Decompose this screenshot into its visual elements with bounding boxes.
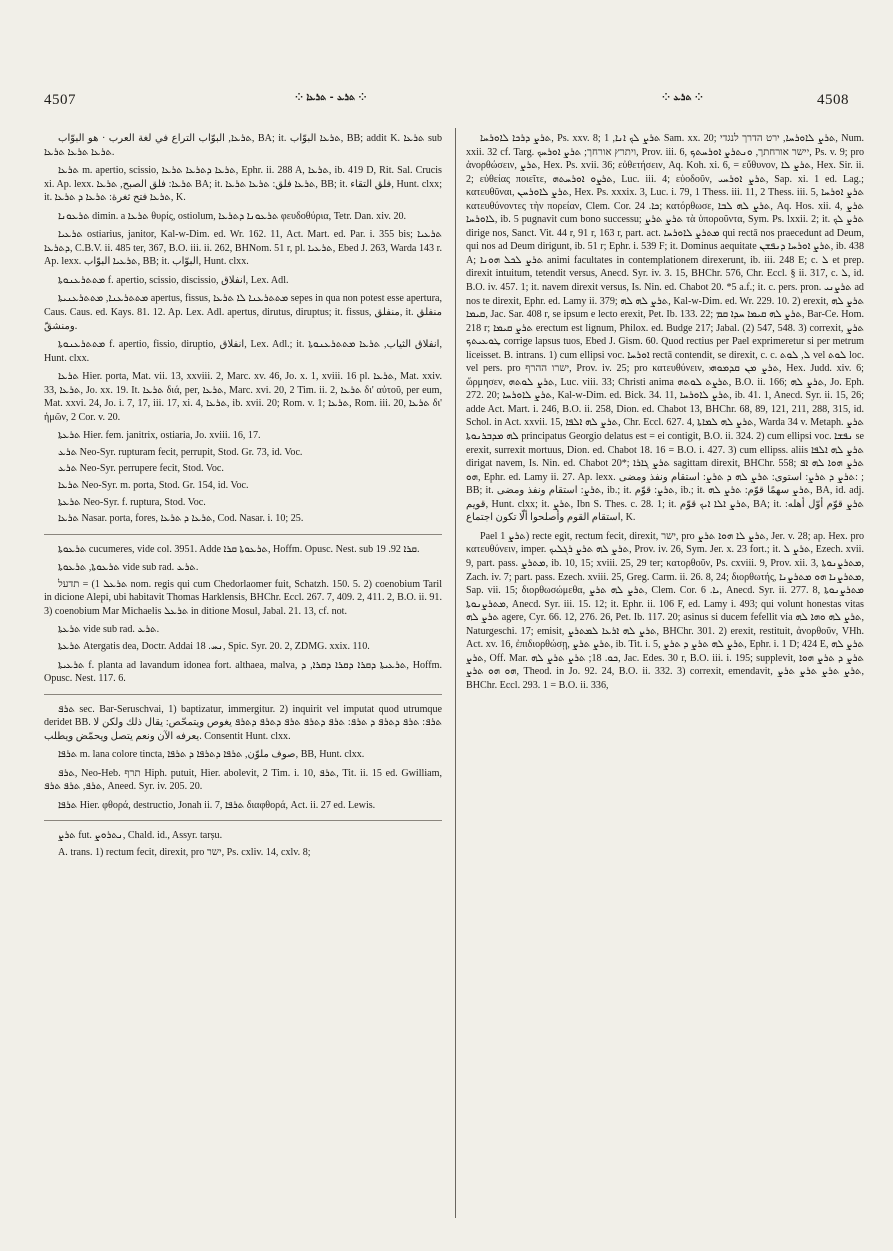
page-header <box>40 92 853 118</box>
column-right <box>466 132 864 697</box>
entry: ܬܪܦܐ Hier. φθορά, destructio, Jonah ii. 7, ܬܪܦܐ διαφθορά, Act. ii. 27 ed. Lewis. <box>58 799 376 811</box>
entry: ܡܬܬܪܥܢܐ, ܡܬܬܪܥܢܝܬܐ apertus, fissus, ܡܬܬܪܥܢܐ ܠܐ ܬܪܥܐ sepes in qua non potest esse apertura, Caus. Caus. ed. Kays. 81. 12. Ap. Lex. Adl. apertus, dirutus, diruptus; it. fissus, منفلق, it. منفلق ومنشقّ. <box>44 293 442 332</box>
entry: ܬܪܥܐ Nasar. porta, fores, ܬܪܥܐ ܕ ܬܪܥܐ, Cod. Nasar. i. 10; 25. <box>58 513 304 525</box>
entry: ܬܪܥܝܐ ostiarius, janitor, Kal-w-Dim. ed. Wr. 162. 11, Act. Mart. ed. Par. i. 355 bis; ܬܪܥܝܐ ܕܬܪܥܐ, C.B.V. ii. 485 ter, 367, B.O. iii. ii. 262, BHNom. 51 r, pl. ܬܪܥܝܐ, Ebed J. 263, Warda 143 r. Ap. lexx. ܬܪܥܝܐ البوّاب, BB; it. البوّاب, Hunt. clxx. <box>44 229 442 268</box>
entry: ܡܬܬܪܥܢܘܬܐ f. apertio, fissio, diruptio, انفلاق, Lex. Adl.; it. انفلاق الثياب, ܬܪܥܐ ܡܬܬܪܥܢܘܬܐ, Hunt. clxx. <box>44 339 442 364</box>
running-head-left: ⁘ ܬܪܥ - ܬܪܥܐ ⁘ <box>295 92 367 103</box>
section-divider <box>44 820 442 821</box>
column-left <box>44 132 442 865</box>
entry: ܬܪܥܘܢܐ dimin. a ܬܪܥܐ θυρίς, ostiolum, ܬܪܥܘܢܐ ܕܬܪܥܐ φευδοθύρια, Tetr. Dan. xiv. 20. <box>58 210 407 222</box>
entry: ܬܪܥܝܬܐ f. planta ad lavandum idonea fort. althaea, malva, ܬܪܥܝܬܐ ܕܩܪܐ ܕܩܪܐ ܕܩܪܐ, ܕ, Hoffm. Opusc. Nest. 117. 6. <box>44 659 442 685</box>
entry: ܬܪܨ fut. ܢܬܪܘܨ, Chald. id., Assyr. tarṣu. <box>58 830 223 842</box>
page-number-right: 4508 <box>817 92 849 108</box>
entry: ܬܪܨ ܕܪܟܐ ܠܐܘܪܚܐ, Ps. xxv. 8; ܬܪܨ ܠܟ ܐܢܐ, 1 Sam. xx. 20; ܬܪܨ ܠܐܘܪܚܐ, ירט הדרך לנגדי, Num. xxii. 32 cf. Targ. ויתרץ אורחך; ܬܪܨ ܐܘܪܚܟ, Prov. iii. 6, יישר אורחתך, ܘܢܬܪܨ ܐܘܪܚܬܟ, Ps. v. 9; pro ἀνορθώσειν, ܬܪܨ, Hex. Ps. xvii. 36; εὐθετήσειν, Aq. Koh. xi. 6, = εὔθυνον, ܬܪܨ ܠܐ, Hex. Sir. ii. 2; εὐθείας ποιεῖτε, ܬܪܨܘ ܐܘܪܚܬܗ, Luc. iii. 4; εὐοδοῦν, ܬܪܨ ܐܘܪܚܝ, Sap. xi. 1 ed. Lag.; κατευθῦναι, ܬܪܨ ܠܐܘܪܚܢ, Hex. Ps. xxxix. 3, Luc. i. 79, 1 Thess. iii. 11, 2 Thess. iii. 5, ܬܪܨ ܐܘܪܚܐ κατευθύνοντες τὴν πορείαν, Clem. Cor. ܟܐ. 24; κατόρθωσε, ܬܪܨ ܠܗ ܠܒܐ, Aq. Hos. xii. 4, ܬܪܨ ܠܐܘܪܚܐ, ib. 5 pugnavit cum bono successu; ܬܪܨ ܬܪܨ τὰ ὑποροῦντα, Sym. Ps. lxxii. 2; it. ܬܪܨ ܠܟ dirige nos, Sanct. Vit. 44 r, 91 r, 163 r, part. act. ܡܬܪܨ ܠܐܘܪܚܐ qui rectā nos praecedunt ad Deum, qui nos ad Deum dirigunt, ib. 51 r; Ephr. i. 539 F; it. Dominus aequitate ܬܪܨ ܐܘܪܚܐ ܕܢܦܫܢ, ib. 438 A; ܬܪܨ ܠܟܠ ܗܘܢܐ animi facultates in contemplationem direxerunt, ib. iii. 248 E; c. ܠ et prep. direxit intuitum, tetendit versus, Anecd. Syr. iv. 3. 15, BHChr. 576, Chr. Eccl. § ii. 317, c. ܠ, id. B.O. iv. 457. 1; it. navem direxit versus, Is. Nin. ed. Chabot 20. *5 a.f.; it. c. pers. pron. ܬܪܨܢܝ ad nos te direxit, Ephr. ed. Lamy ii. 379; ܬܪܨ ܠܗ ܠܗ, Kal-w-Dim. ed. Wr. 229. 10. 2) erexit, ܬܪܨ ܠܗ ܩܝܡܐ, Jac. Sar. 408 r, se ipsum e lecto erexit, Pet. Ib. 133. 22; ܬܪܨ ܠܗ ܩܝܡܐ ܚܕܐ ܩܡ, Bar-Ce. Hom. 218 r; ܬܪܨ ܩܝܡܐ erectum est lignum, Philox. ed. Budge 217; Jabal. (2) 547, 548. 3) correxit, ܬܪܨ ܛܘܥܝܬܟ corrige lapsus tuos, Ebed J. Gism. 60. Quod rectius per Pael exprimeretur si per metrum liceisset. B. intrans. 1) cum ellipsi voc. ܐܘܪܚܐ rectā contendit, se direxit, c. c. ܠ, ܠܘܬ vel ܠܘܬ loc. vel pers. pro ישרו ההרף, Prov. iv. 25; pro κατευθύνειν, ܬܪܨ ܡܢ ܩܕܡܘܗܝ, Hex. Judd. xiv. 6; ὥρμησεν, ܬܪܨ ܠܘܬܗ, Luc. viii. 33; Christi anima ܬܪܨܬ ܠܘܬܗ, B.O. ii. 166; ܬܪܨ ܠܗ, Jo. Eph. 272. 20; ܬܪܨ ܠܐܘܪܚܐ, Kal-w-Dim. ed. Bick. 34. 11, ܬܪܨ ܠܐܘܪܚܐ, ib. 41. 1, Anecd. Syr. ii. 15, 26; adde Act. Mart. i. 246, B.O. ii. 258, Dion. ed. Chabot 13, BHChr. 68, 89, 121, 211, 288, 315, id. Schol. in Act. xxvii. 15, ܬܪܨ ܠܗ ܐܠܦܐ, Chr. Eccl. 627. 4, ܬܪܨ ܠܗ ܠܡܐܬܐ, Warda 34 v. Metaph. ܬܪܨ ܠܗ ܡܕܒܪܢܘܬܐ principatus Georgio delatus est = ei contigit, B.O. ii. 324. 2) cum ellipsi voc. ܢܦܫܐ se erexit, surrexit mortuus, Dion. ed. Chabot 18. 16 = B.O. i. 427. 3) cum ellipss. aliis ܬܪܨ ܠܗ ܐܠܦܐ dirigat navem, Is. Nin. ed. Chabot 20*; ܬܪܨ ܓܐܪܐ sagittam direxit, BHChr. 558; ܬܪܨ ܗܘܐ ܠܗ ܐܦ ܗܘ, Ephr. ed. Lamy ii. 27. Ap. lexx. ܬܪܨ ܕ ܬܪܨ: استوى: ܬܪܨ ܠܗ ܕ ܬܪܨ: استقام ونفذ ومضى: ; BB; it. ܬܪܨ: استقام ونفذ ومضى, ib.; it. ܬܪܨ: قوّم, ib.; it. ܬܪܨ سهمًا قوّم: ܬܪܨ ܠܗ, BA, id. adj. قويم, Hunt. clxx; it. ܬܪܨ, Ibn S. Thes. c. 28. 1; it. ܬܪܨ ܐܠܐ ܐܝܟ قوّم, BA; it. ܬܪܨ قوّم أوّل أهله: استقام القوم وأصلحوا ألّا تكون اجتماع, K. <box>466 133 865 524</box>
section-divider <box>44 534 442 535</box>
entry: ܬܪܥܐ, البوّاب التراع في لغة العرب · هو البوّاب, BA; it. ܬܪܥܐ البوّاب, BB; addit K. ܬܪܥܐ sub ܬܪܥܐ ܬܪܥܐ ܬܪܥܐ. <box>44 133 442 158</box>
entry: ܬܪܦ, Neo-Heb. תרף Hiph. putuit, Hier. abolevit, 2 Tim. i. 10, ܬܪܦ, Tit. ii. 15 ed. Gwilliam, ܬܪܦ, ܬܪܦ ܬܪܦ, Aneed. Syr. iv. 205. 20. <box>44 767 442 793</box>
column-divider <box>455 128 456 1218</box>
entry: ܡܬܬܪܥܢܘܬܐ f. apertio, scissio, discissio, انفلاق, Lex. Adl. <box>58 274 289 286</box>
entry: ܬܪܥ Neo-Syr. perrupere fecit, Stod. Voc. <box>58 463 224 475</box>
entry: ܬܪܦ sec. Bar-Seruschvai, 1) baptizatur, immergitur. 2) inquirit vel imputat quod utrumque deridet BB. ܬܪܦ: ܬܪܦ ܕܬܪܦ ܕ ܬܪܦ: ܬܪܦ ܕܬܪܦ ܬܪܦ ܕܬܪܦ ܕܬܪܦ يغوص ويتمحّص: يقال ذلك ولكن لا يعرفه الآن ونعم يتصل ويحمّض ويطلب. Consentit Hunt. clxx. <box>44 703 443 742</box>
entry: Pael ܬܪܨ 1) recte egit, rectum fecit, direxit, ישר, pro ܬܪܨ ܠܐ ܗܘܐ ܬܪܨ, Jer. v. 28; ap. Hex. pro κατευθύνειν, imper. ܬܪܨ ܠܗ ܬܪܨ ܪܓܠܝܟ, Prov. iv. 26, Sym. Jer. x. 23 fort.; it. ܬܪܨ ܠ, Ezech. xvii. 9, part. pass. ܡܬܪܨ, ib. 10, 15; xviii. 25, 29 ter; κατορθοῦν, Ps. cxviii. 9, Prov. xii. 3, ܡܬܪܨܢܘܬܐ, Zach. iv. 7; part. pass. Ezech. xviii. 25, Greg. Carm. ii. 26. 8, 24; διορθωτής, ܡܬܪܨܢܐ ܗܘ ܡܬܪܨܢܐ, Sap. vii. 15; διορθωσώμεθα, ܬܪܨ ܠܗ ܬܪܨ, Clem. Cor. ܝܐ. 6, Anecd. Syr. ii. 277. 8, ܡܬܪܨܢܘܬܐ ܡܬܪܨܢܘܬܐ, Anecd. Syr. iii. 15. 12; it. Ephr. ii. 106 F, ed. Lamy i. 493; qui volunt honestas vitas ܬܪܨ ܠܗ agere, Cyr. 66. 12, 276. 26, Pet. Ib. 117. 20; asinus si ducem fefellit via ܬܪܨ ܠܗ ܘܗܐ ܠܗ, Naturgeschi. 17; emisit, ܬܪܨ ܠܗ ܐܪܥܐ ܠܡܬܪܨ, BHChr. 301. 2) erexit, restituit, ἀνορθοῦν, VHh. Act. xv. 16, ἐπιδιορθώσῃ, ܬܪܨ ܬܪܨ, ib. Tit. i. 5, ܬܪܨ ܠܗ ܬܪܨ ܕ ܬܪܨ, Ephr. i. 1 D; 424 E, ܬܪܨ ܠܗ ܬܪܨ, Off. Mar. ܟܘ. 18; ܬܪܨ ܬܪܨ ܠܗ, Jac. Edes. 30 r, B.O. iii. i. 195; supplevit, ܬܪܨ ܕ ܬܪܨ ܗܘܐ ܗܘ ܗܘ ܬܪܨ, Theod. in Jo. 92. 24, B.O. ii. 332. 3) correxit, emendavit, ܬܪܨ ܬܪܨ ܬܪܨ ܬܪܨ, BHChr. Eccl. 293. 1 = B.O. ii. 336, <box>466 530 865 691</box>
page-number-left: 4507 <box>44 92 76 108</box>
entry: ܬܪܥܬܐ vide sub rad. ܬܪܥ. <box>58 624 160 636</box>
entry: ܬܪܥܬܐ Atergatis dea, Doctr. Addai ܢܚ. 18, Spic. Syr. 20. 2, ZDMG. xxix. 110. <box>58 640 370 652</box>
entry: A. trans. 1) rectum fecit, direxit, pro ישר, Ps. cxliv. 14, cxlv. 8; <box>58 846 311 858</box>
entry: ܬܪܥܠ 1) = תדעל nom. regis qui cum Chedorlaomer fuit, Schatzh. 150. 5. 2) coenobium Taril in dicione Alepi, ubi habitavit Thomas Harklensis, BHChr. Eccl. 267. 7, 409. 2, 411. 2, B.O. ii. 91. 3) coenobium Mar Michaelis ܬܪܥܠ in ditione Mosul, Jabal. 21. 13, cf. not. <box>44 578 442 617</box>
entry: ܬܪܥܐ Hier. porta, Mat. vii. 13, xxviii. 2, Marc. xv. 46, Jo. x. 1, xviii. 16 pl. ܬܪܥܐ, Mat. xxiv. 33, ܬܪܥܐ, Jo. xx. 19. It. ܬܪܥܐ διά, per, ܬܪܥܐ, Marc. xvi. 20, 2 Tim. ii. 2, ܬܪܥܐ δι' αὐτοῦ, per eum, Mat. xxvi. 24, Jo. i. 7, 17, iii. 17, xi. 4, ܬܪܥܐ, ib. xvii. 20; Rom. v. 1; ܬܪܥܐ, Rom. iii. 20, ܬܪܥܐ δι' ἡμῶν, 2 Cor. v. 20. <box>44 371 443 423</box>
entry: ܬܪܥܬܐ Hier. fem. janitrix, ostiaria, Jo. xviii. 16, 17. <box>58 430 261 442</box>
entry: ܬܪܥܬܐ Neo-Syr. f. ruptura, Stod. Voc. <box>58 496 206 508</box>
section-divider <box>44 694 442 695</box>
entry: ܬܪܥܐ Neo-Syr. m. porta, Stod. Gr. 154, id. Voc. <box>58 480 249 492</box>
entry: ܬܪܥܘܬܐ, ܬܪܥܘܬܐ vide sub rad. ܬܪܥ. <box>58 562 199 574</box>
entry: ܬܪܦܐ m. lana colore tincta, صوف ملوّن, ܬܪܦܐ ܕܬܪܦܐ ܕ ܬܪܦܐ, BB, Hunt. clxx. <box>58 749 365 761</box>
entry: ܬܪܥ Neo-Syr. rupturam fecit, perrupit, Stod. Gr. 73, id. Voc. <box>58 446 303 458</box>
running-head-right: ⁘ ܬܪܥ ⁘ <box>662 92 703 103</box>
entry: ܬܪܥܘܬܐ cucumeres, vide col. 3951. Adde ܬܪܥܘܬܐ ܩܪܐ, Hoffm. Opusc. Nest. sub ܩܪܐ 92. 19. <box>58 543 420 555</box>
entry: ܬܪܥܐ m. apertio, scissio, ܬܪܥܐ ܕܬܪܥܐ ܬܪܥܐ, Ephr. ii. 288 A, ܬܪܥܐ, ib. 419 D, Rit. Sal. Crucis xi. Ap. lexx. ܬܪܥܐ: فلق الصبح, ܬܪܥܐ BA; it. ܬܪܥܐ فلق: ܬܪܥܐ ܬܪܥܐ, BB; it. فلق التقاء, Hunt. clxx; it. ܬܪܥܐ فتح ثغرة: ܬܪܥܐ ܕ ܬܪܥܐ, K. <box>44 165 443 204</box>
